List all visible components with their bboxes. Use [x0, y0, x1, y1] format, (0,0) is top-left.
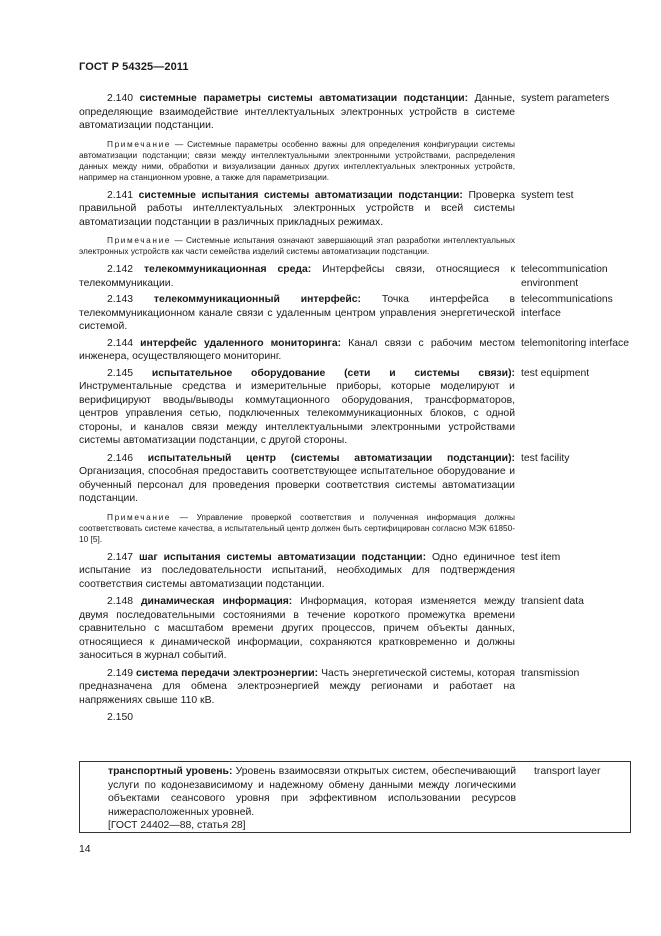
english-term: system parameters — [521, 93, 610, 104]
term-entry-2-147 — [79, 551, 639, 592]
entry-number: 2.145 — [107, 367, 134, 379]
term-entry-2-143 — [79, 293, 639, 334]
entry-number: 2.149 — [107, 667, 134, 679]
source-reference: [ГОСТ 24402—88, статья 28] — [108, 820, 246, 831]
entry-number: 2.143 — [107, 294, 134, 305]
framed-term-entry-2-150 — [79, 761, 631, 833]
term-name: шаг испытания системы автоматизации подстанции: — [138, 551, 427, 563]
term-definition: Организация, способная предоставить соответствующее испытательное оборудование и обученный персонал для проведения проверки соответствия системы автоматизации подстанции. — [79, 466, 515, 504]
note-label: Примечание — [107, 511, 172, 522]
english-term: transient data — [521, 596, 584, 607]
term-definition: Инструментальные средства и измерительные приборы, которые моделируют и верифицируют вводы/выводы коммутационного оборудования, трансформаторов, центров управления сетью, подключенных телекоммуникационных блоков, с одной стороны, и каналов связи между интеллектуальными электронными устройствами системы автоматизации подстанции, с другой стороны. — [79, 381, 515, 446]
term-name: телекоммуникационный интерфейс: — [153, 294, 361, 305]
entry-number-2-150: 2.150 — [107, 712, 134, 723]
note-text: — Управление проверкой соответствия и полученная информация должны соответствовать системе качества, а испытательный центр должен быть сертифицирован согласно МЭК 61850-10 [5]. — [79, 511, 515, 544]
term-entry-2-142 — [79, 263, 639, 290]
document-header: ГОСТ Р 54325—2011 — [79, 61, 189, 73]
entry-number: 2.140 — [107, 93, 134, 104]
term-entry-2-144 — [79, 337, 639, 364]
term-definition: Уровень взаимосвязи открытых систем, обеспечивающий услуги по кодонезависимому и надежному обмену данными между логическими объектами сеансового уровня при эффективном использовании ресурсов нижерасположенных уровней. — [108, 766, 516, 818]
term-definition: Одно единичное испытание из последовательности испытаний, необходимых для подтверждения соответствия системы автоматизации подстанции. — [79, 551, 515, 590]
english-term: transmission — [521, 667, 580, 679]
term-name: системные испытания системы автоматизации подстанции: — [138, 189, 463, 201]
english-term: telemonitoring interface — [521, 337, 630, 349]
note-text: — Системные параметры особенно важны для определения конфигурации системы автоматизации подстанции; связи между интеллектуальными электронными устройствами, распределения данных между ними, обработки и визуализации данных других интеллектуальных электронных устройств, например на станционном уровне, а также для параметризации. — [79, 138, 515, 182]
term-name: интерфейс удаленного мониторинга: — [140, 337, 342, 349]
term-definition: Часть энергетической системы, которая предназначена для обмена электроэнергией между регионами и работает на напряжениях свыше 110 кВ. — [79, 667, 515, 706]
term-definition: Интерфейсы связи, относящиеся к телекоммуникации. — [79, 264, 516, 289]
term-name: система передачи электроэнергии: — [136, 667, 319, 679]
term-definition: Данные, определяющие взаимодействие интеллектуальных электронных устройств в системе автоматизации подстанции. — [79, 93, 515, 131]
term-entry-2-145 — [79, 367, 639, 448]
term-name: динамическая информация: — [140, 596, 293, 607]
term-name: телекоммуникационная среда: — [143, 264, 312, 275]
english-term: transport layer — [534, 766, 601, 777]
note-label: Примечание — [107, 138, 172, 149]
term-name: испытательный центр (системы автоматизации подстанции): — [147, 452, 515, 464]
english-term: test equipment — [521, 367, 590, 379]
term-name: испытательное оборудование (сети и системы связи): — [151, 367, 515, 379]
english-term: telecommunication environment — [521, 264, 608, 289]
english-term: test item — [521, 551, 561, 563]
term-name: системные параметры системы автоматизации подстанции: — [139, 93, 469, 104]
entry-number: 2.147 — [107, 551, 134, 563]
entry-number: 2.146 — [107, 452, 134, 464]
entry-number: 2.142 — [107, 264, 134, 275]
term-entry-2-146 — [79, 452, 639, 545]
term-entry-2-140 — [79, 92, 639, 183]
term-definition: Информация, которая изменяется между двумя последовательными состояниями в течение короткого промежутка времени сравнительно с масштабом времени других процессов, причем объекты данных, относящиеся к динамической информации, сохраняются кратковременно и должны заноситься в журнал событий. — [79, 596, 516, 661]
term-definition: Проверка правильной работы интеллектуальных электронных устройств и всей системы автоматизации подстанции в различных прикладных режимах. — [79, 189, 515, 228]
entry-number: 2.141 — [107, 189, 134, 201]
note-text: — Системные испытания означают завершающий этап разработки интеллектуальных электронных устройств как части семейства изделий системы автоматизации подстанции. — [79, 235, 515, 256]
entry-number: 2.144 — [107, 337, 134, 349]
term-definition: Канал связи с рабочим местом инженера, осуществляющего мониторинг. — [79, 337, 516, 362]
page-number: 14 — [79, 844, 91, 855]
english-term: system test — [521, 189, 574, 201]
term-name: транспортный уровень: — [108, 766, 233, 777]
term-entry-2-141 — [79, 189, 639, 258]
term-definition: Точка интерфейса в телекоммуникационном канале связи с удаленным центром управления энергетической системой. — [79, 294, 515, 332]
english-term: telecommunications interface — [521, 294, 613, 319]
term-entry-2-149 — [79, 667, 639, 708]
entry-number: 2.148 — [107, 596, 134, 607]
note-label: Примечание — [107, 235, 172, 245]
term-entries — [79, 92, 639, 727]
english-term: test facility — [521, 452, 570, 464]
term-entry-2-148 — [79, 595, 639, 663]
